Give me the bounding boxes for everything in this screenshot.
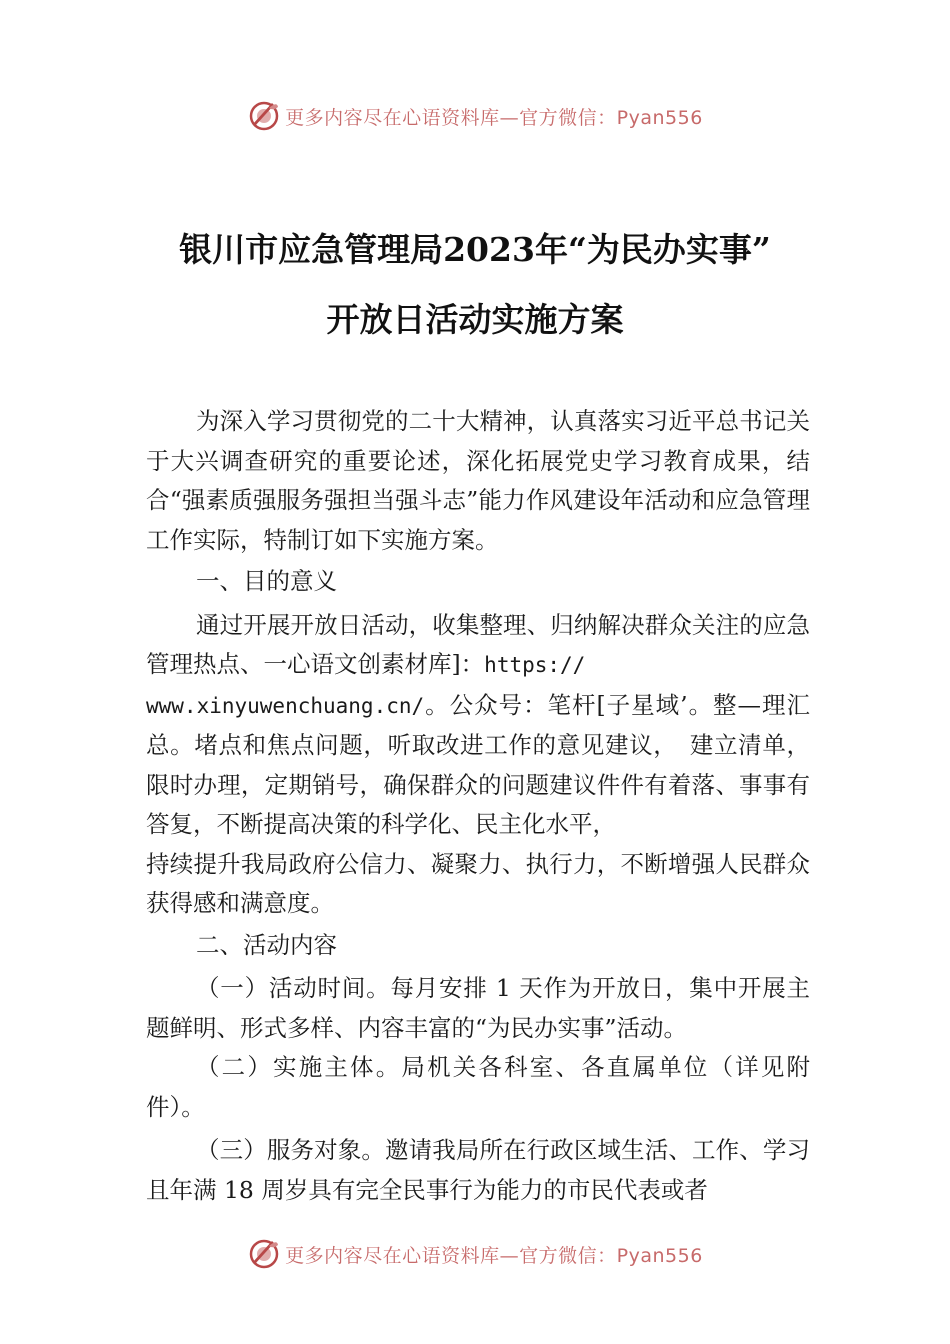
watermark-text: 更多内容尽在心语资料库—官方微信：Pyan556: [285, 106, 703, 129]
section1-text-c: 持续提升我局政府公信力、凝聚力、执行力，不断增强人民群众获得感和满意度。: [146, 849, 810, 917]
document-title-line2: 开放日活动实施方案: [326, 300, 624, 339]
resource-url-part1: https://: [484, 653, 586, 677]
section2-heading: 二、活动内容: [196, 930, 337, 959]
section1-text-b: 。公众号：笔杆[子星域’。整—理汇总。堵点和焦点问题，听取改进工作的意见建议， 建立清单，限时办理，定期销号，确保群众的问题建议件件有着落、事事有答复，不断提高决策的科学化、民主化水平，: [146, 690, 810, 838]
quill-seal-icon: [247, 99, 281, 133]
watermark-account: Pyan556: [616, 106, 703, 129]
watermark-text: 更多内容尽在心语资料库—官方微信：Pyan556: [285, 1244, 703, 1267]
quill-seal-icon: [247, 1237, 281, 1271]
item-service-target: （三）服务对象。邀请我局所在行政区域生活、工作、学习且年满 18 周岁具有完全民事行为能力的市民代表或者: [146, 1136, 810, 1204]
item-activity-time: （一）活动时间。每月安排 1 天作为开放日，集中开展主题鲜明、形式多样、内容丰富的“为民办实事”活动。: [146, 974, 810, 1042]
watermark-account: Pyan556: [616, 1244, 703, 1267]
footer-watermark-banner: [0, 1234, 950, 1274]
section1-heading: 一、目的意义: [196, 567, 337, 595]
item-implementing-body: （二）实施主体。局机关各科室、各直属单位（详见附件）。: [146, 1053, 810, 1121]
section1-paragraph: [146, 606, 810, 924]
document-title-line1: 银川市应急管理局2023年“为民办实事”: [179, 230, 771, 269]
intro-paragraph: 为深入学习贯彻党的二十大精神，认真落实习近平总书记关于大兴调查研究的重要论述，深化拓展党史学习教育成果，结合“强素质强服务强担当强斗志”能力作风建设年活动和应急管理工作实际，特制订如下实施方案。: [146, 407, 810, 554]
section1-text-a: 通过开展开放日活动，收集整理、归纳解决群众关注的应急管理热点、一心语文创素材库]：: [146, 610, 810, 678]
document-body: [146, 402, 810, 1210]
resource-url-part2: www.xinyuwenchuang.cn/: [146, 693, 425, 718]
header-watermark-banner: [0, 96, 950, 136]
